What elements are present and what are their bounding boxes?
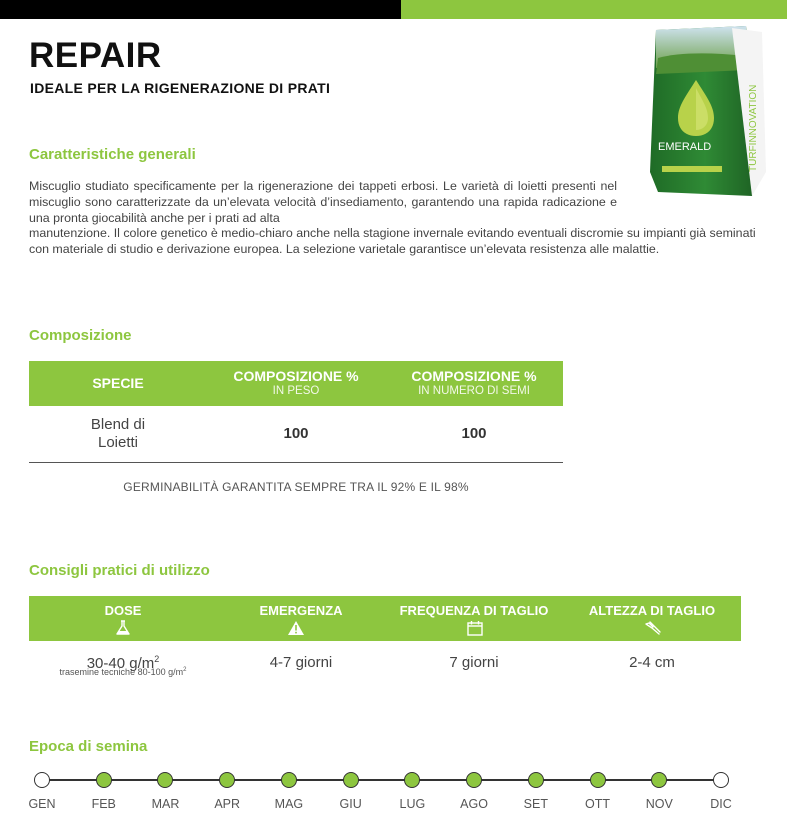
- description-paragraph-part1: Miscuglio studiato specificamente per la rigenerazione dei tappeti erbosi. Le varietà di loietti presenti nel miscuglio sono caratterizzate da un’elevata velocità d’insediamento, garantendo una rapida radicazione e una pronta giocabilità anche per i prati ad alta: [29, 179, 617, 225]
- month-marker-feb: [96, 772, 112, 788]
- month-marker-mag: [281, 772, 297, 788]
- product-brand-text: EMERALD: [658, 141, 712, 153]
- section-heading-usage: Consigli pratici di utilizzo: [29, 562, 210, 579]
- month-label-giu: GIU: [339, 797, 362, 811]
- month-label-mar: MAR: [151, 797, 180, 811]
- column-header-frequency: FREQUENZA DI TAGLIO: [399, 603, 549, 618]
- month-label-apr: APR: [214, 797, 241, 811]
- month-marker-dic: [713, 772, 729, 788]
- month-label-dic: DIC: [710, 797, 732, 811]
- warning-icon: [287, 620, 305, 636]
- germination-note: GERMINABILITÀ GARANTITA SEMPRE TRA IL 92% E IL 98%: [123, 480, 469, 494]
- timeline-line: [42, 779, 722, 781]
- month-label-gen: GEN: [28, 797, 56, 811]
- composition-table-header: [29, 361, 563, 406]
- month-marker-nov: [651, 772, 667, 788]
- column-header-seeds: COMPOSIZIONE % IN NUMERO DI SEMI: [411, 368, 537, 397]
- month-label-lug: LUG: [399, 797, 426, 811]
- weight-percent-cell: 100: [283, 425, 309, 442]
- month-marker-ott: [590, 772, 606, 788]
- column-header-weight: COMPOSIZIONE % IN PESO: [233, 368, 359, 397]
- column-header-species: SPECIE: [92, 375, 144, 391]
- month-label-feb: FEB: [91, 797, 116, 811]
- product-vertical-text: TURFINNOVATION: [748, 84, 759, 172]
- emergence-value: 4-7 giorni: [269, 654, 333, 671]
- height-value: 2-4 cm: [629, 654, 675, 671]
- dose-value: 30-40 $g/m^2$: [86, 654, 160, 672]
- top-bar-black: [0, 0, 401, 19]
- top-bar-green: [401, 0, 787, 19]
- grass-icon: [644, 620, 662, 636]
- month-marker-gen: [34, 772, 50, 788]
- product-bag-image: [648, 22, 766, 200]
- page-title: REPAIR: [29, 36, 162, 75]
- month-marker-giu: [343, 772, 359, 788]
- seeds-percent-cell: 100: [461, 425, 487, 442]
- page-subtitle: IDEALE PER LA RIGENERAZIONE DI PRATI: [30, 80, 331, 96]
- sowing-timeline: [0, 768, 787, 824]
- table-row: [29, 406, 563, 463]
- general-description: [29, 179, 759, 258]
- month-label-set: SET: [523, 797, 548, 811]
- section-heading-composition: Composizione: [29, 327, 132, 344]
- species-cell: Blend di Loietti: [90, 416, 146, 451]
- month-label-ott: OTT: [585, 797, 611, 811]
- calendar-icon: [466, 620, 484, 636]
- usage-table-header: [29, 596, 741, 641]
- dose-subnote: trasemine tecniche 80-100 $g/m^2$: [59, 667, 187, 677]
- flask-icon: [114, 620, 132, 636]
- frequency-value: 7 giorni: [449, 654, 499, 671]
- column-header-height: ALTEZZA DI TAGLIO: [588, 603, 716, 618]
- column-header-emergence: EMERGENZA: [259, 603, 343, 618]
- month-label-mag: MAG: [274, 797, 304, 811]
- month-marker-lug: [404, 772, 420, 788]
- column-header-dose: DOSE: [104, 603, 142, 618]
- month-marker-apr: [219, 772, 235, 788]
- month-marker-ago: [466, 772, 482, 788]
- month-marker-set: [528, 772, 544, 788]
- section-heading-sowing: Epoca di semina: [29, 738, 148, 755]
- month-label-nov: NOV: [645, 797, 673, 811]
- month-marker-mar: [157, 772, 173, 788]
- description-paragraph-part2: manutenzione. Il colore genetico è medio-chiaro anche nella stagione invernale evitando eventuali discromie su impianti già seminati con materiale di studio e derivazione europea. La selezione varietale garantisce un’elevata resistenza alle malattie.: [29, 226, 756, 257]
- month-label-ago: AGO: [460, 797, 488, 811]
- section-heading-general: Caratteristiche generali: [29, 146, 196, 163]
